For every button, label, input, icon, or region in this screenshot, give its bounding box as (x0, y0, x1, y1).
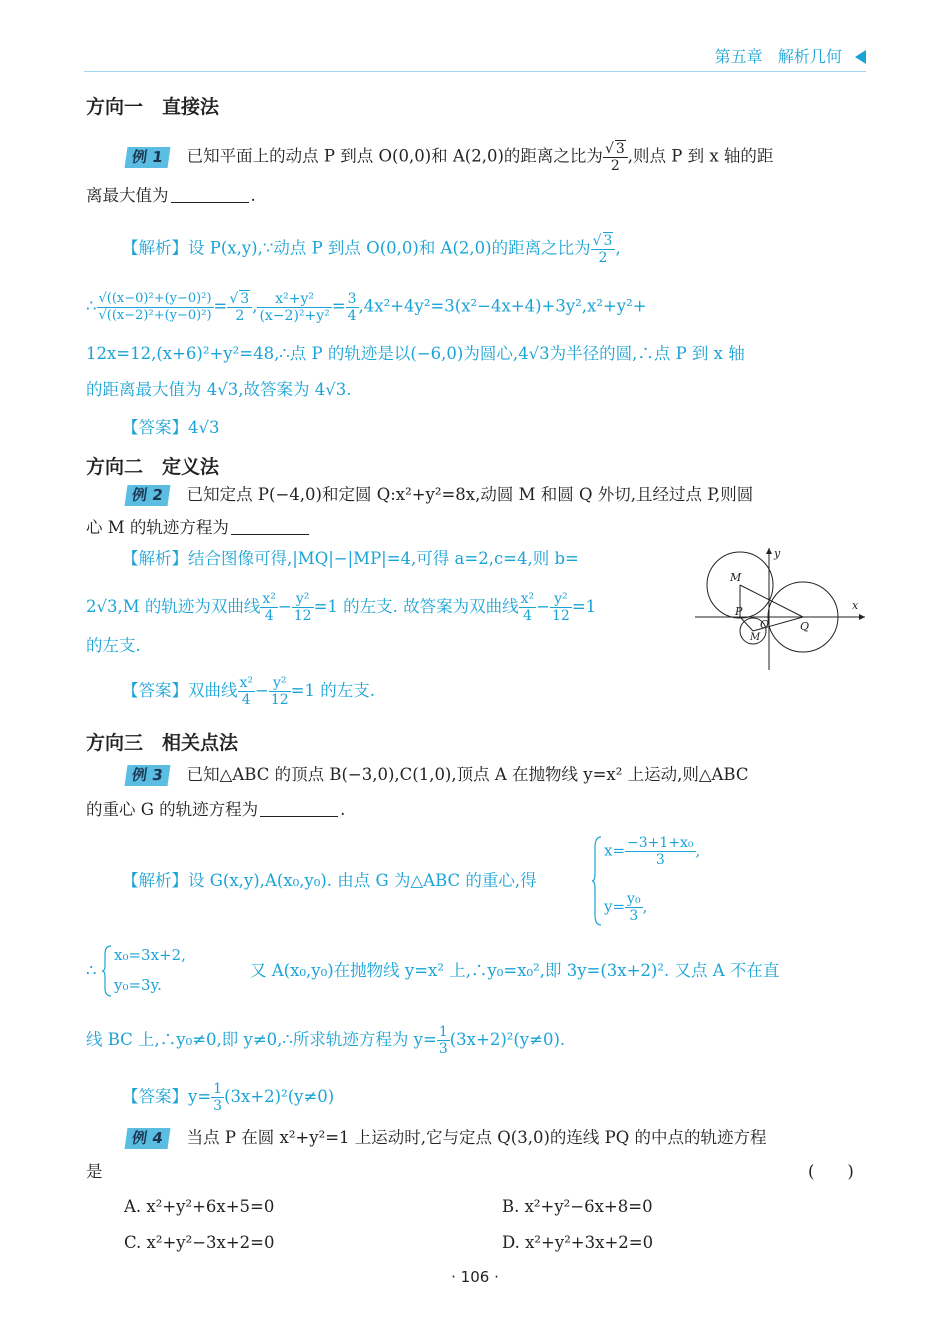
fig-label-P: P (735, 605, 743, 618)
chapter-label: 第五章 (714, 47, 763, 66)
ex2-analysis-line1: 【解析】结合图像可得,|MQ|−|MP|=4,可得 a=2,c=4,则 b= (122, 549, 579, 568)
fig-label-x: x (852, 599, 859, 612)
ex1-analysis-line1: 【解析】设 P(x,y),∵动点 P 到点 O(0,0)和 A(2,0)的距离之比为 $\frac{√ 3}{2}$ , (122, 233, 621, 266)
frac-sqrt3-over-2: $\frac{√ 3}{2}$ (603, 140, 628, 174)
ex4-question-line1: 例 4 当点 P 在圆 x²+y²=1 上运动时,它与定点 Q(3,0)的连线 PQ 的中点的轨迹方程 (126, 1128, 767, 1149)
ex1-analysis-line2: ∴ $\frac{\text{√((x−0)²+(y−0)²)}}{\text{√((x−2)²+(y−0)²)}}$ = $\frac{√ 3}{2}$ , $\frac{\text{x²+y²}}{\text{(x−2)²+y²}}$ = $\frac{3}{4}$ ,4x²+4y²=3(x²−4x+4)+3y²,x²+y²+ (86, 290, 647, 324)
triangle-left-icon (855, 50, 866, 64)
ex2-question-line1: 例 2 已知定点 P(−4,0)和定圆 Q:x²+y²=8x,动圆 M 和圆 Q 外切,且经过点 P,则圆 (126, 485, 753, 506)
circles-figure (690, 545, 870, 673)
ex3-analysis-line2b: 又 A(x₀,y₀)在抛物线 y=x² 上,∴y₀=x₀²,即 3y=(3x+2)². 又点 A 不在直 (250, 961, 780, 980)
fig-label-O: O (760, 618, 770, 631)
section-title-1: 方向一 直接法 (86, 96, 220, 118)
ex1-analysis-line3: 12x=12,(x+6)²+y²=48,∴点 P 的轨迹是以(−6,0)为圆心,4√3为半径的圆,∴点 P 到 x 轴 (86, 344, 745, 363)
ex4-answer-paren: ( ) (808, 1162, 854, 1181)
answer-blank (171, 202, 249, 203)
ex3-answer: 【答案】y= $\frac{1}{3}$ (3x+2)²(y≠0) (122, 1081, 335, 1114)
ex2-analysis-line2: 2√3,M 的轨迹为双曲线 $\frac{\text{x²}}{4}$ − $\frac{\text{y²}}{12}$ =1 的左支. 故答案为双曲线 $\frac{\text{x²}}{4}$ − $\frac{\text{y²}}{12}$ =1 (86, 591, 597, 624)
page-header (715, 44, 866, 67)
option-c[interactable]: C. x²+y²−3x+2=0 (124, 1233, 275, 1252)
ex1-tag: 例 1 (125, 147, 171, 168)
ex3-question-line1: 例 3 已知△ABC 的顶点 B(−3,0),C(1,0),顶点 A 在抛物线 y=x² 上运动,则△ABC (126, 765, 749, 786)
ex1-question-line2: 离最大值为 . (86, 186, 256, 205)
answer-blank (260, 816, 338, 817)
section-title-3: 方向三 相关点法 (86, 732, 239, 754)
header-rule (84, 71, 866, 72)
ex1-answer: 【答案】4√3 (122, 418, 220, 437)
ex3-analysis-line2: ∴ (86, 961, 97, 980)
ex2-answer: 【答案】双曲线 $\frac{\text{x²}}{4}$ − $\frac{\text{y²}}{12}$ =1 的左支. (122, 675, 375, 708)
ex2-analysis-line3: 的左支. (86, 636, 141, 655)
ex2-question-line2: 心 M 的轨迹方程为 (86, 518, 311, 538)
ex3-analysis-line1: 【解析】设 G(x,y),A(x₀,y₀). 由点 G 为△ABC 的重心,得 (122, 871, 537, 890)
ex4-tag: 例 4 (125, 1128, 171, 1149)
ex1-question-line1: 例 1 已知平面上的动点 P 到点 O(0,0)和 A(2,0)的距离之比为 $\frac{√ 3}{2}$ ,则点 P 到 x 轴的距 (126, 140, 773, 174)
ex2-tag: 例 2 (125, 485, 171, 506)
option-d[interactable]: D. x²+y²+3x+2=0 (502, 1233, 654, 1252)
page-number: · 106 · (451, 1268, 499, 1286)
ex4-question-line2: 是 (86, 1162, 103, 1181)
ex3-question-line2: 的重心 G 的轨迹方程为 . (86, 800, 346, 819)
fig-label-y: y (774, 547, 781, 560)
fig-label-Q: Q (800, 620, 810, 633)
section-title-2: 方向二 定义法 (86, 456, 220, 478)
ex3-tag: 例 3 (125, 765, 171, 786)
option-a[interactable]: A. x²+y²+6x+5=0 (124, 1197, 275, 1216)
answer-blank (231, 534, 309, 535)
ex1-analysis-line4: 的距离最大值为 4√3,故答案为 4√3. (86, 380, 352, 399)
fig-label-M: M (730, 571, 742, 584)
option-b[interactable]: B. x²+y²−6x+8=0 (502, 1197, 653, 1216)
fig-label-M2: M (750, 632, 761, 643)
chapter-title: 解析几何 (777, 47, 842, 66)
ex3-analysis-line3: 线 BC 上,∴y₀≠0,即 y≠0,∴所求轨迹方程为 y= $\frac{1}{3}$ (3x+2)²(y≠0). (86, 1024, 566, 1057)
